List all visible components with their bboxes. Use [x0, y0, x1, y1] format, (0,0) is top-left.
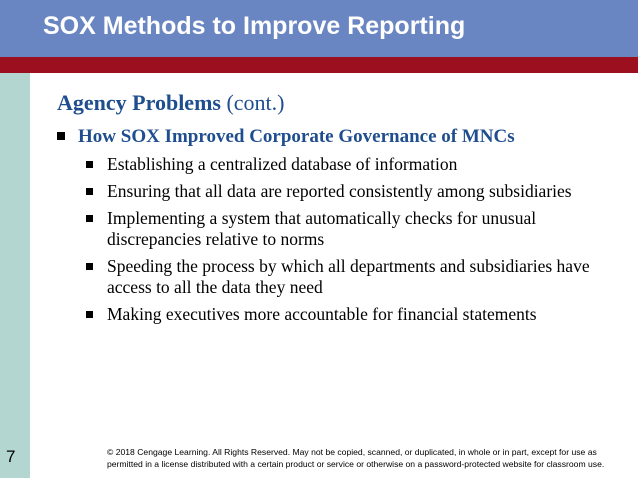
left-accent-bar [0, 57, 30, 478]
square-bullet-icon [57, 132, 65, 140]
list-item [86, 181, 626, 202]
level1-bullet-text: How SOX Improved Corporate Governance of MNCs [78, 126, 515, 147]
square-bullet-icon [86, 263, 93, 270]
left-bar-stripe [0, 57, 30, 73]
section-heading-bold: Agency Problems [57, 90, 221, 115]
title-bar [0, 0, 638, 57]
list-item [86, 208, 626, 250]
square-bullet-icon [86, 215, 93, 222]
square-bullet-icon [86, 311, 93, 318]
square-bullet-icon [86, 161, 93, 168]
list-item-text: Establishing a centralized database of information [107, 154, 458, 174]
list-item-text: Implementing a system that automatically checks for unusual discrepancies relative to norms [107, 208, 537, 249]
bullet-list [86, 154, 626, 331]
list-item-text: Speeding the process by which all departments and subsidiaries have access to all the data they need [107, 256, 590, 297]
list-item-text: Making executives more accountable for financial statements [107, 304, 537, 324]
level1-bullet [57, 126, 617, 148]
list-item-text: Ensuring that all data are reported consistently among subsidiaries [107, 181, 572, 201]
section-heading [57, 90, 285, 116]
slide-title: SOX Methods to Improve Reporting [43, 12, 466, 40]
copyright-notice: © 2018 Cengage Learning. All Rights Reserved. May not be copied, scanned, or duplicated, in whole or in part, except for use as permitted in a license distributed with a certain product or service or otherwise on a password-protected website for classroom use. [107, 447, 605, 469]
section-heading-suffix: (cont.) [220, 90, 285, 115]
list-item [86, 154, 626, 175]
square-bullet-icon [86, 188, 93, 195]
page-number: 7 [6, 447, 16, 466]
title-divider-stripe [0, 57, 638, 73]
list-item [86, 256, 626, 298]
list-item [86, 304, 626, 325]
